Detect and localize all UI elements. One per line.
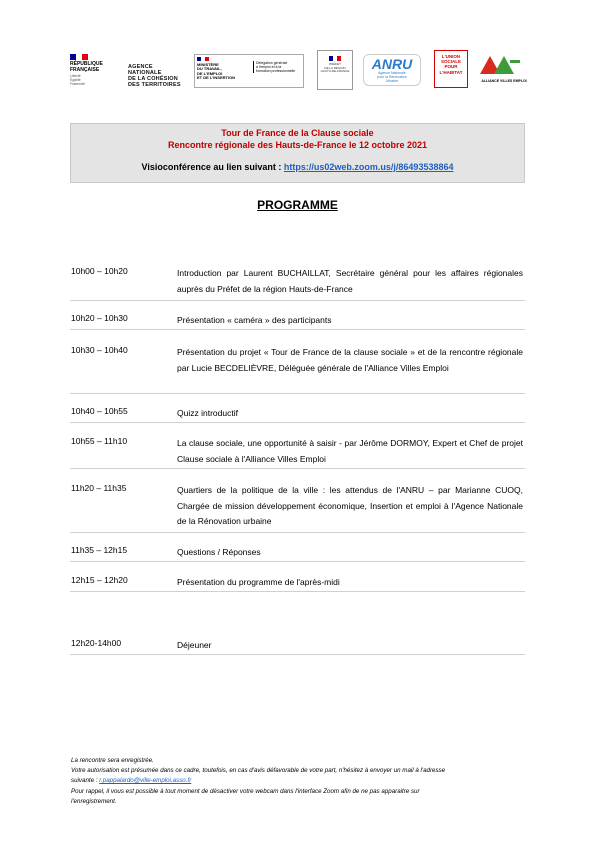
min-line2: DU TRAVAIL, bbox=[197, 66, 222, 72]
agenda-row bbox=[70, 309, 525, 330]
anct-logo bbox=[128, 50, 181, 92]
rf-motto1: Liberté bbox=[70, 74, 81, 78]
dgefp-line3: formation professionnelle bbox=[256, 69, 296, 73]
dgefp-line1: Délégation générale bbox=[256, 61, 288, 65]
event-subtitle: Rencontre régionale des Hauts-de-France le 12 octobre 2021 bbox=[167, 140, 428, 150]
zoom-link[interactable]: https://us02web.zoom.us/j/86493538864 bbox=[283, 162, 454, 172]
rf-line2: FRANÇAISE bbox=[70, 66, 100, 73]
footer-line4: Pour rappel, il vous est possible à tout moment de désactiver votre webcam dans l'interface Zoom afin de ne pas apparaitre sur bbox=[71, 787, 420, 795]
agenda-time: 10h00 – 10h20 bbox=[71, 266, 128, 276]
prefet-line2: DE LA RÉGION bbox=[324, 65, 346, 70]
agenda-time: 10h55 – 11h10 bbox=[71, 436, 128, 446]
programme-title: PROGRAMME bbox=[257, 198, 338, 212]
agenda-desc: La clause sociale, une opportunité à saisir - par Jérôme DORMOY, Expert et Chef de projet Clause sociale à l'Alliance Villes Emploi bbox=[177, 438, 523, 464]
dgefp-line2: à l'emploi et à la bbox=[256, 65, 282, 69]
ush-line2: SOCIALE bbox=[440, 59, 461, 65]
footer-line1: La rencontre sera enregistrée. bbox=[71, 757, 154, 764]
agenda-time: 12h20-14h00 bbox=[71, 638, 122, 648]
agenda-desc: Quizz introductif bbox=[177, 408, 238, 418]
recording-notice bbox=[71, 756, 516, 807]
visio-label: Visioconférence au lien suivant : bbox=[141, 162, 284, 172]
footer-line2: Votre autorisation est présumée dans ce cadre, toutefois, en cas d'avis défavorable de votre part, n'hésitez à envoyer un mail à l'adresse bbox=[71, 767, 446, 775]
agenda-row bbox=[70, 541, 525, 562]
anru-sub3: Urbaine bbox=[385, 79, 399, 83]
agenda-desc: Déjeuner bbox=[177, 640, 212, 650]
footer-line3-prefix: suivante : bbox=[71, 777, 100, 785]
agenda-desc: Présentation du programme de l'après-midi bbox=[177, 577, 340, 587]
ush-line4: L'HABITAT bbox=[439, 69, 463, 75]
rf-motto2: Égalité bbox=[70, 78, 81, 82]
agenda-row bbox=[70, 634, 525, 655]
agenda-desc: Introduction par Laurent BUCHAILLAT, Secrétaire général pour les affaires régionales auprès du Préfet de la région Hauts-de-France bbox=[177, 268, 523, 294]
agenda-row bbox=[70, 402, 525, 423]
agenda-desc: Quartiers de la politique de la ville : les attendus de l'ANRU – par Marianne CUOQ, Chargée de mission développement économique, Insertion et emploi à l'Agence Nationale de la Rénovation urbaine bbox=[177, 485, 523, 526]
agenda-desc: Présentation du projet « Tour de France de la clause sociale » et de la rencontre régionale par Lucie BECDELIÈVRE, Déléguée générale de l'Alliance Villes Emploi bbox=[177, 347, 523, 373]
agenda-time: 12h15 – 12h20 bbox=[71, 575, 128, 585]
agenda-row bbox=[70, 479, 525, 533]
agenda-row bbox=[70, 571, 525, 592]
anct-line2: NATIONALE bbox=[128, 70, 162, 76]
contact-email-link[interactable]: r.pappalardo@ville-emploi.asso.fr bbox=[99, 777, 192, 785]
rf-line1: RÉPUBLIQUE bbox=[70, 61, 103, 67]
min-line3: DE L'EMPLOI bbox=[197, 70, 223, 76]
anru-logo bbox=[363, 54, 421, 96]
event-header-box bbox=[70, 123, 525, 183]
agenda-row bbox=[70, 341, 525, 394]
republique-francaise-logo bbox=[70, 50, 103, 92]
avve-mark-icon bbox=[480, 54, 520, 74]
anct-line4: DES TERRITOIRES bbox=[128, 82, 181, 88]
avve-text: ALLIANCE VILLES EMPLOI bbox=[481, 79, 527, 83]
anct-line3: DE LA COHÉSION bbox=[128, 76, 178, 82]
alliance-villes-emploi-logo bbox=[480, 50, 528, 92]
anct-line1: AGENCE bbox=[128, 64, 153, 70]
agenda-desc: Questions / Réponses bbox=[177, 547, 261, 557]
agenda-time: 10h20 – 10h30 bbox=[71, 313, 128, 323]
visio-line bbox=[71, 161, 524, 173]
min-line1: MINISTÈRE bbox=[197, 62, 219, 67]
agenda-time: 10h30 – 10h40 bbox=[71, 345, 128, 355]
french-flag-icon bbox=[70, 54, 88, 60]
min-line4: ET DE L'INSERTION bbox=[197, 74, 236, 80]
anru-sub1: Agence Nationale bbox=[378, 71, 406, 75]
anru-mark: ANRU bbox=[371, 56, 413, 72]
agenda-row bbox=[70, 432, 525, 469]
ministere-travail-logo bbox=[194, 54, 304, 96]
prefet-line3: HAUTS-DE-FRANCE bbox=[320, 69, 350, 73]
prefet-line1: PRÉFET bbox=[329, 62, 341, 66]
ush-line1: L'UNION bbox=[441, 54, 461, 59]
footer-line5: l'enregistrement. bbox=[71, 797, 117, 805]
anru-sub2: pour la Rénovation bbox=[377, 75, 407, 79]
logo-bar bbox=[66, 50, 531, 92]
ush-line3: POUR bbox=[444, 64, 458, 70]
agenda-time: 11h35 – 12h15 bbox=[71, 545, 128, 555]
french-flag-icon bbox=[197, 57, 209, 61]
agenda-time: 11h20 – 11h35 bbox=[71, 483, 127, 493]
prefet-region-logo bbox=[317, 50, 353, 92]
event-title: Tour de France de la Clause sociale bbox=[221, 128, 374, 138]
rf-motto3: Fraternité bbox=[70, 82, 85, 86]
french-flag-icon bbox=[329, 56, 341, 61]
footer-line3 bbox=[71, 776, 516, 786]
agenda-row bbox=[70, 262, 525, 301]
agenda-desc: Présentation « caméra » des participants bbox=[177, 315, 332, 325]
union-sociale-habitat-logo bbox=[434, 50, 468, 92]
agenda-time: 10h40 – 10h55 bbox=[71, 406, 128, 416]
